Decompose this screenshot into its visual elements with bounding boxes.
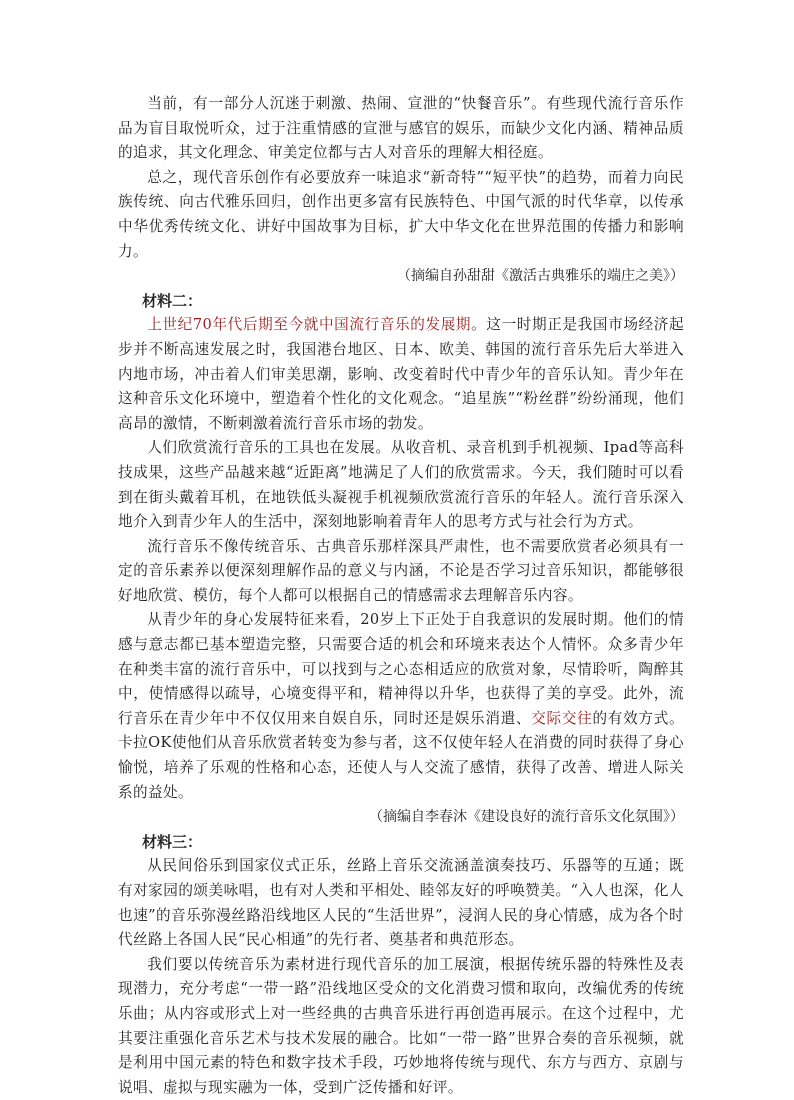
highlighted-phrase: 上世纪70年代后期至今就中国流行音乐的发展期 (147, 316, 472, 334)
material2-paragraph-4 (118, 608, 684, 805)
material1-paragraph-1: 当前，有一部分人沉迷于刺激、热闹、宣泄的“快餐音乐”。有些现代流行音乐作品为盲目取悦听众，过于注重情感的宣泄与感官的娱乐，而缺少文化内涵、精神品质的追求，其文化理念、审美定位都与古人对音乐的理解大相径庭。 (118, 95, 684, 162)
material2-paragraph-3: 流行音乐不像传统音乐、古典音乐那样深具严肃性，也不需要欣赏者必须具有一定的音乐素养以便深刻理解作品的意义与内涵，不论是否学习过音乐知识，都能够很好地欣赏、模仿，每个人都可以根据自己的情感需求去理解音乐内容。 (118, 537, 684, 604)
material3-paragraph-1: 从民间俗乐到国家仪式正乐，丝路上音乐交流涵盖演奏技巧、乐器等的互通；既有对家园的颂美咏唱，也有对人类和平相处、睦邻友好的呼唤赞美。“入人也深，化人也速”的音乐弥漫丝路沿线地区人民的“生活世界”，浸润人民的身心情感，成为各个时代丝路上各国人民“民心相通”的先行者、奠基者和典范形态。 (118, 857, 684, 949)
paragraph-text: 。这一时期正是我国市场经济起步并不断高速发展之时，我国港台地区、日本、欧美、韩国的流行音乐先后大举进入内地市场，冲击着人们审美思潮，影响、改变着时代中青少年的音乐认知。青少年在这种音乐文化环境中，塑造着个性化的文化观念。“追星族”“粉丝群”纷纷涌现，他们高昂的激情，不断刺激着流行音乐市场的勃发。 (118, 316, 684, 432)
material2-paragraph-2: 人们欣赏流行音乐的工具也在发展。从收音机、录音机到手机视频、Ipad等高科技成果，这些产品越来越“近距离”地满足了人们的欣赏需求。今天，我们随时可以看到在街头戴着耳机，在地铁低头凝视手机视频欣赏流行音乐的年轻人。流行音乐深入地介入到青少年人的生活中，深刻地影响着青年人的思考方式与社会行为方式。 (118, 439, 684, 531)
paragraph-text: 从青少年的身心发展特征来看，20岁上下正处于自我意识的发展时期。他们的情感与意志都已基本塑造完整，只需要合适的机会和环境来表达个人情怀。众多青少年在种类丰富的流行音乐中，可以找到与之心态相适应的欣赏对象，尽情聆听，陶醉其中，使情感得以疏导，心境变得平和，精神得以升华，也获得了美的享受。此外，流行音乐在青少年中不仅仅用来自娱自乐，同时还是娱乐消遣、 (118, 611, 684, 727)
material3-heading: 材料三： (142, 832, 203, 851)
material2-source: （摘编自李春沐《建设良好的流行音乐文化氛围》） (369, 809, 684, 826)
material2-paragraph-1 (118, 313, 684, 436)
material1-paragraph-2: 总之，现代音乐创作有必要放弃一味追求“新奇特”“短平快”的趋势，而着力向民族传统、向古代雅乐回归，创作出更多富有民族特色、中国气派的时代华章，以传承中华优秀传统文化、讲好中国故事为目标，扩大中华文化在世界范围的传播力和影响力。 (118, 168, 684, 260)
material3-paragraph-2: 我们要以传统音乐为素材进行现代音乐的加工展演，根据传统乐器的特殊性及表现潜力，充分考虑“一带一路”沿线地区受众的文化消费习惯和取向，改编优秀的传统乐曲；从内容或形式上对一些经典的古典音乐进行再创造再展示。在这个过程中，尤其要注重强化音乐艺术与技术发展的融合。比如“一带一路”世界合奏的音乐视频，就是利用中国元素的特色和数字技术手段，巧妙地将传统与现代、东方与西方、京剧与说唱、虚拟与现实融为一体，受到广泛传播和好评。 (118, 955, 684, 1096)
highlighted-phrase: 交际交往 (531, 709, 593, 727)
material1-source: （摘编自孙甜甜《激活古典雅乐的端庄之美》） (397, 268, 684, 285)
paragraph-text: 的有效方式。卡拉OK使他们从音乐欣赏者转变为参与者，这不仅使年轻人在消费的同时获得了身心愉悦，培养了乐观的性格和心态，还使人与人交流了感情，获得了改善、增进人际关系的益处。 (118, 709, 685, 801)
material2-heading: 材料二： (142, 291, 203, 310)
